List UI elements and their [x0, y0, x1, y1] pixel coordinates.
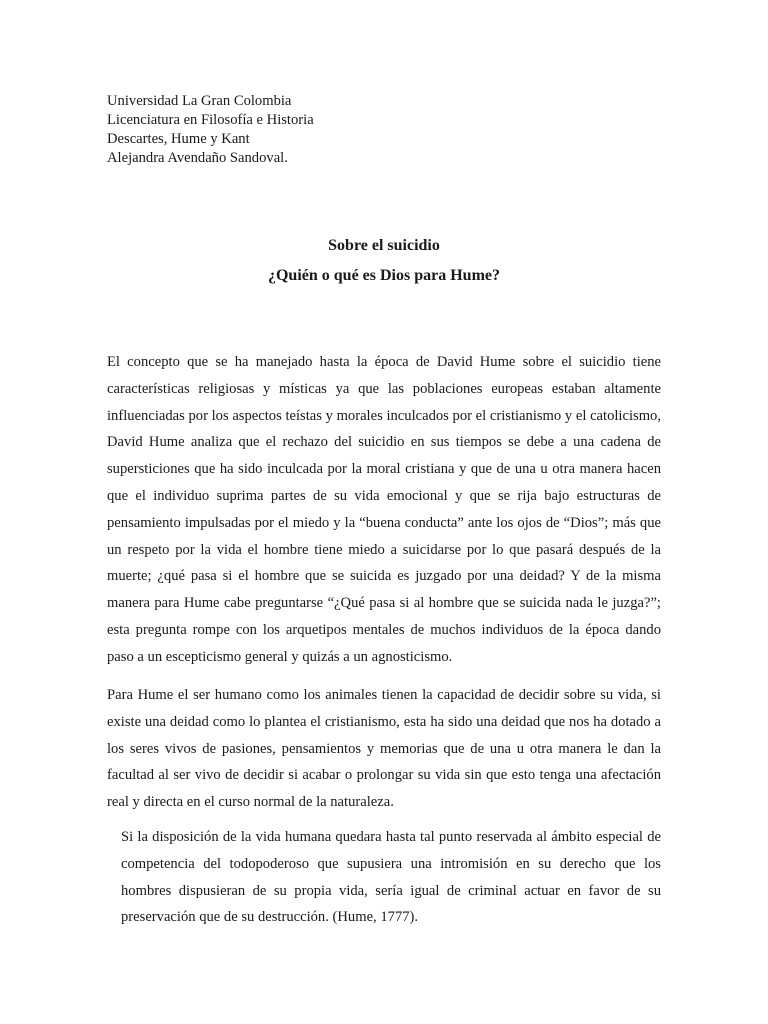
university-name: Universidad La Gran Colombia — [107, 93, 292, 109]
document-header — [107, 92, 314, 168]
author-name: Alejandra Avendaño Sandoval. — [107, 150, 288, 166]
title-line-2: ¿Quién o qué es Dios para Hume? — [267, 267, 500, 284]
course-name: Descartes, Hume y Kant — [107, 131, 250, 147]
block-quote: Si la disposición de la vida humana quedara hasta tal punto reservada al ámbito especial de competencia del todopoderoso que supusiera una intromisión en su derecho que los hombres dispusieran de su propia vida, sería igual de criminal actuar en favor de su preservación que de su destrucción. (Hume, 1777). — [121, 829, 661, 926]
body-paragraph-2: Para Hume el ser humano como los animales tienen la capacidad de decidir sobre su vida, si existe una deidad como lo plantea el cristianismo, esta ha sido una deidad que nos ha dotado a los seres vivos de pasiones, pensamientos y memorias que de una u otra manera le dan la facultad al ser vivo de decidir si acabar o prolongar su vida sin que esto tenga una afectación real y directa en el curso normal de la naturaleza. — [107, 687, 661, 811]
document-title — [0, 231, 768, 291]
program-name: Licenciatura en Filosofía e Historia — [107, 112, 314, 128]
title-line-1: Sobre el suicidio — [328, 237, 440, 254]
body-paragraph-1: El concepto que se ha manejado hasta la época de David Hume sobre el suicidio tiene características religiosas y místicas ya que las poblaciones europeas estaban altamente influenciadas por los aspectos teístas y morales inculcados por el cristianismo y el catolicismo, David Hume analiza que el rechazo del suicidio en sus tiempos se debe a una cadena de supersticiones que ha sido inculcada por la moral cristiana y que de una u otra manera hacen que el individuo suprima partes de su vida emocional y que se rija bajo estructuras de pensamiento impulsadas por el miedo y la “buena conducta” ante los ojos de “Dios”; más que un respeto por la vida el hombre tiene miedo a suicidarse por lo que pasará después de la muerte; ¿qué pasa si el hombre que se suicida es juzgado por una deidad? Y de la misma manera para Hume cabe preguntarse “¿Qué pasa si al hombre que se suicida nada le juzga?”; esta pregunta rompe con los arquetipos mentales de muchos individuos de la época dando paso a un escepticismo general y quizás a un agnosticismo. — [107, 354, 661, 665]
